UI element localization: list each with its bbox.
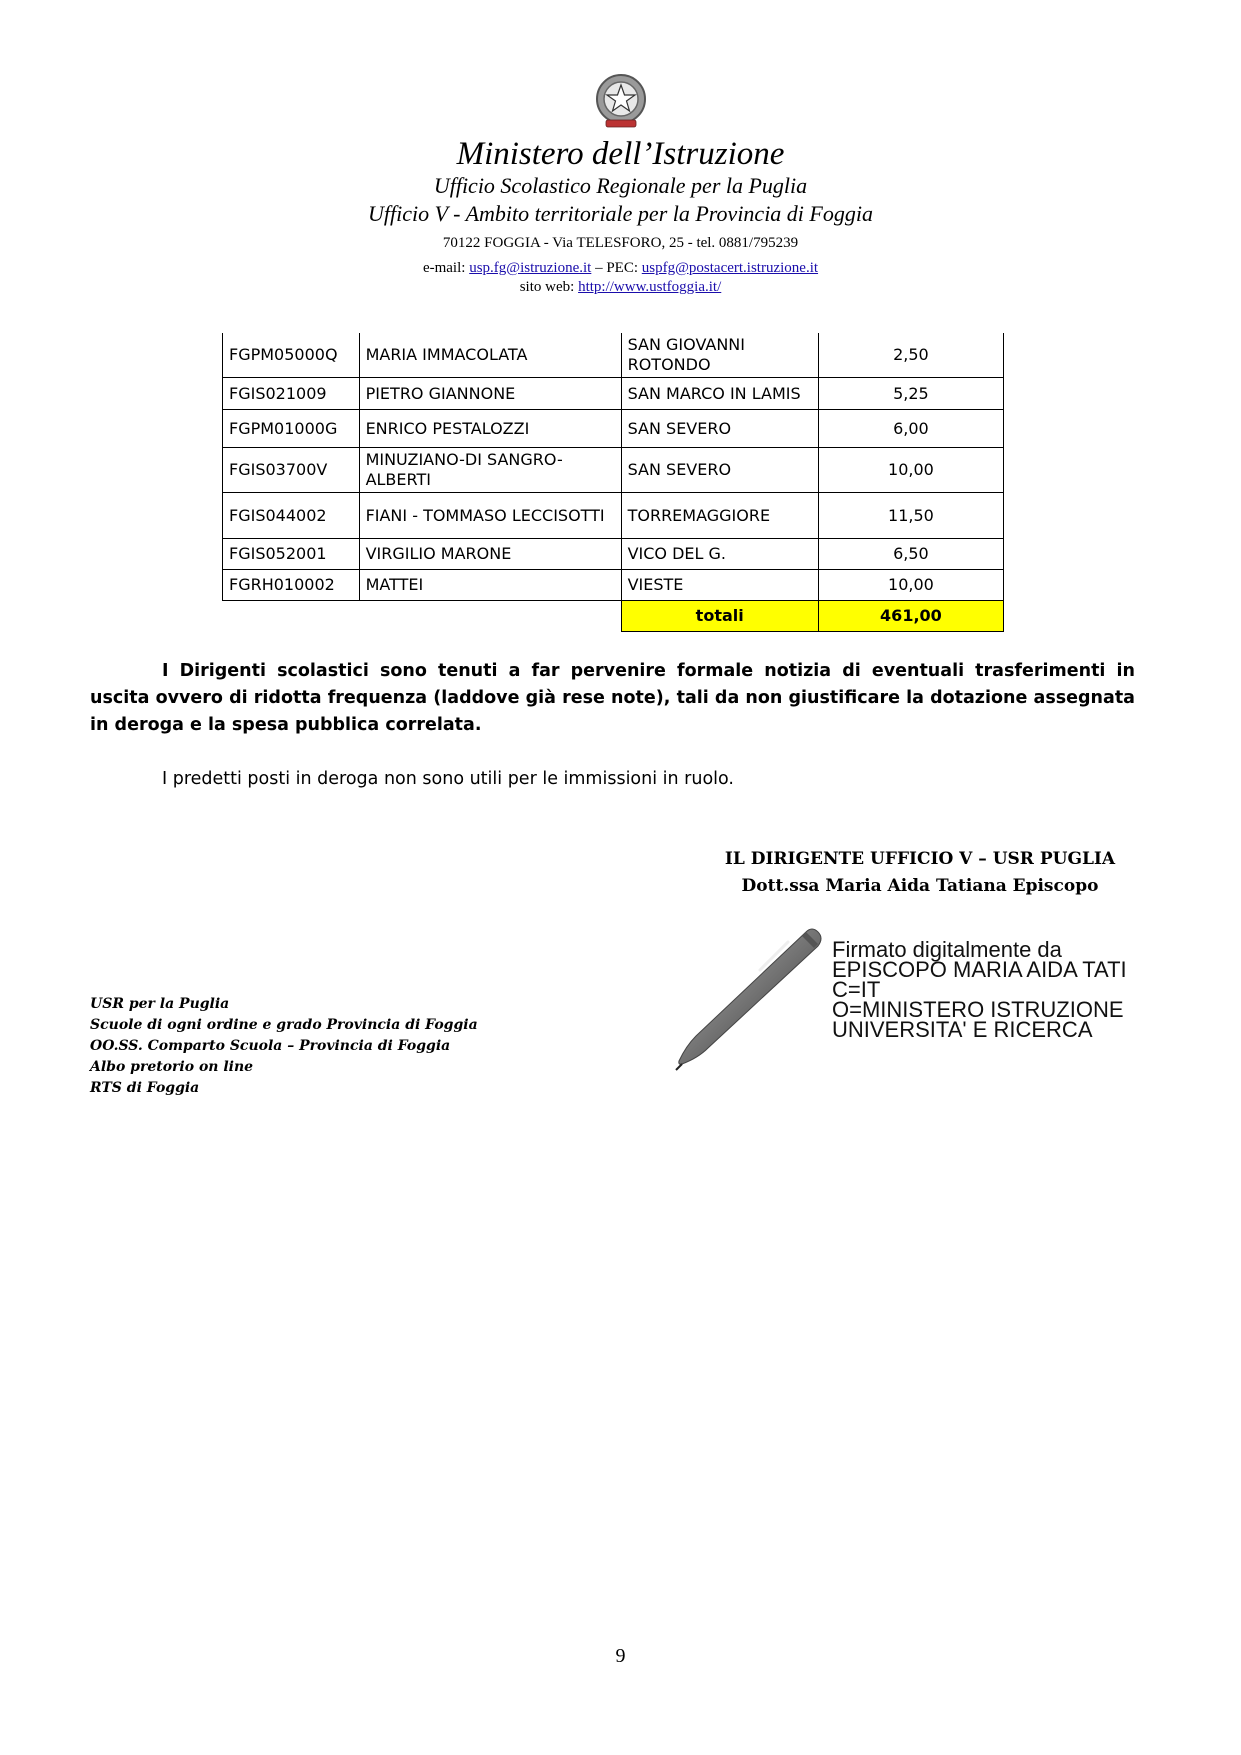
schools-table bbox=[222, 333, 1004, 632]
contact-line bbox=[0, 259, 1241, 278]
recipient: RTS di Foggia bbox=[90, 1080, 200, 1096]
italian-emblem-icon bbox=[590, 70, 652, 132]
schools-table-container bbox=[222, 333, 1004, 632]
school-value: 2,50 bbox=[818, 333, 1003, 378]
recipients-list bbox=[90, 994, 478, 1099]
school-code: FGRH010002 bbox=[223, 570, 360, 601]
school-city: SAN GIOVANNI ROTONDO bbox=[621, 333, 818, 378]
table-row bbox=[223, 493, 1004, 539]
school-code: FGIS044002 bbox=[223, 493, 360, 539]
regional-office: Ufficio Scolastico Regionale per la Puglia bbox=[433, 173, 808, 198]
pec-label: – PEC: bbox=[591, 260, 642, 276]
school-code: FGIS03700V bbox=[223, 448, 360, 493]
table-row bbox=[223, 378, 1004, 410]
ministry-title: Ministero dell’Istruzione bbox=[456, 136, 785, 172]
recipient: Scuole di ogni ordine e grado Provincia di Foggia bbox=[90, 1017, 478, 1033]
school-code: FGIS021009 bbox=[223, 378, 360, 410]
totals-row bbox=[223, 601, 1004, 632]
signature-block bbox=[700, 846, 1140, 900]
recipient: Albo pretorio on line bbox=[90, 1059, 254, 1075]
provincial-office: Ufficio V - Ambito territoriale per la Provincia di Foggia bbox=[368, 201, 873, 226]
totals-label: totali bbox=[621, 601, 818, 632]
school-value: 5,25 bbox=[818, 378, 1003, 410]
school-city: SAN MARCO IN LAMIS bbox=[621, 378, 818, 410]
table-row bbox=[223, 333, 1004, 378]
school-city: VICO DEL G. bbox=[621, 539, 818, 570]
website-link[interactable]: http://www.ustfoggia.it/ bbox=[578, 279, 722, 295]
table-row bbox=[223, 570, 1004, 601]
school-name: MATTEI bbox=[359, 570, 621, 601]
digital-signature-line: O=MINISTERO ISTRUZIONE bbox=[832, 997, 1124, 1022]
recipient: OO.SS. Comparto Scuola – Provincia di Foggia bbox=[90, 1038, 451, 1054]
school-city: SAN SEVERO bbox=[621, 410, 818, 448]
school-city: TORREMAGGIORE bbox=[621, 493, 818, 539]
totals-value: 461,00 bbox=[818, 601, 1003, 632]
school-name: MARIA IMMACOLATA bbox=[359, 333, 621, 378]
digital-signature-line: Firmato digitalmente da bbox=[832, 937, 1062, 962]
school-name: ENRICO PESTALOZZI bbox=[359, 410, 621, 448]
school-value: 10,00 bbox=[818, 570, 1003, 601]
school-city: SAN SEVERO bbox=[621, 448, 818, 493]
digital-signature-line: UNIVERSITA' E RICERCA bbox=[832, 1017, 1093, 1042]
letterhead bbox=[0, 70, 1241, 297]
digital-signature-line: EPISCOPO MARIA AIDA TATI bbox=[832, 957, 1127, 982]
school-code: FGIS052001 bbox=[223, 539, 360, 570]
notice-paragraph: I Dirigenti scolastici sono tenuti a far pervenire formale notizia di eventuali trasferimenti in uscita ovvero di ridotta frequenza (laddove già rese note), tali da non giustificare la dotazione assegnata in deroga e la spesa pubblica correlata. bbox=[90, 661, 1135, 735]
school-name: FIANI - TOMMASO LECCISOTTI bbox=[359, 493, 621, 539]
signer-title: IL DIRIGENTE UFFICIO V – USR PUGLIA bbox=[724, 849, 1116, 869]
note-paragraph: I predetti posti in deroga non sono utili per le immissioni in ruolo. bbox=[162, 769, 734, 789]
office-address: 70122 FOGGIA - Via TELESFORO, 25 - tel. 0881/795239 bbox=[442, 235, 799, 251]
school-value: 11,50 bbox=[818, 493, 1003, 539]
web-label: sito web: bbox=[519, 279, 579, 295]
table-row bbox=[223, 410, 1004, 448]
school-code: FGPM01000G bbox=[223, 410, 360, 448]
recipient: USR per la Puglia bbox=[90, 996, 230, 1012]
digital-signature-stamp bbox=[832, 937, 1127, 1042]
digital-signature-line: C=IT bbox=[832, 977, 881, 1002]
signer-name: Dott.ssa Maria Aida Tatiana Episcopo bbox=[741, 876, 1099, 896]
school-value: 6,50 bbox=[818, 539, 1003, 570]
pen-icon bbox=[668, 920, 826, 1072]
table-row bbox=[223, 448, 1004, 493]
table-row bbox=[223, 539, 1004, 570]
email-link[interactable]: usp.fg@istruzione.it bbox=[469, 260, 592, 276]
school-value: 6,00 bbox=[818, 410, 1003, 448]
totals-spacer bbox=[223, 601, 622, 632]
school-city: VIESTE bbox=[621, 570, 818, 601]
school-value: 10,00 bbox=[818, 448, 1003, 493]
email-label: e-mail: bbox=[422, 260, 470, 276]
pec-link[interactable]: uspfg@postacert.istruzione.it bbox=[641, 260, 819, 276]
website-line bbox=[0, 278, 1241, 297]
school-name: VIRGILIO MARONE bbox=[359, 539, 621, 570]
page-number: 9 bbox=[615, 1645, 626, 1667]
school-name: MINUZIANO-DI SANGRO-ALBERTI bbox=[359, 448, 621, 493]
school-name: PIETRO GIANNONE bbox=[359, 378, 621, 410]
school-code: FGPM05000Q bbox=[223, 333, 360, 378]
